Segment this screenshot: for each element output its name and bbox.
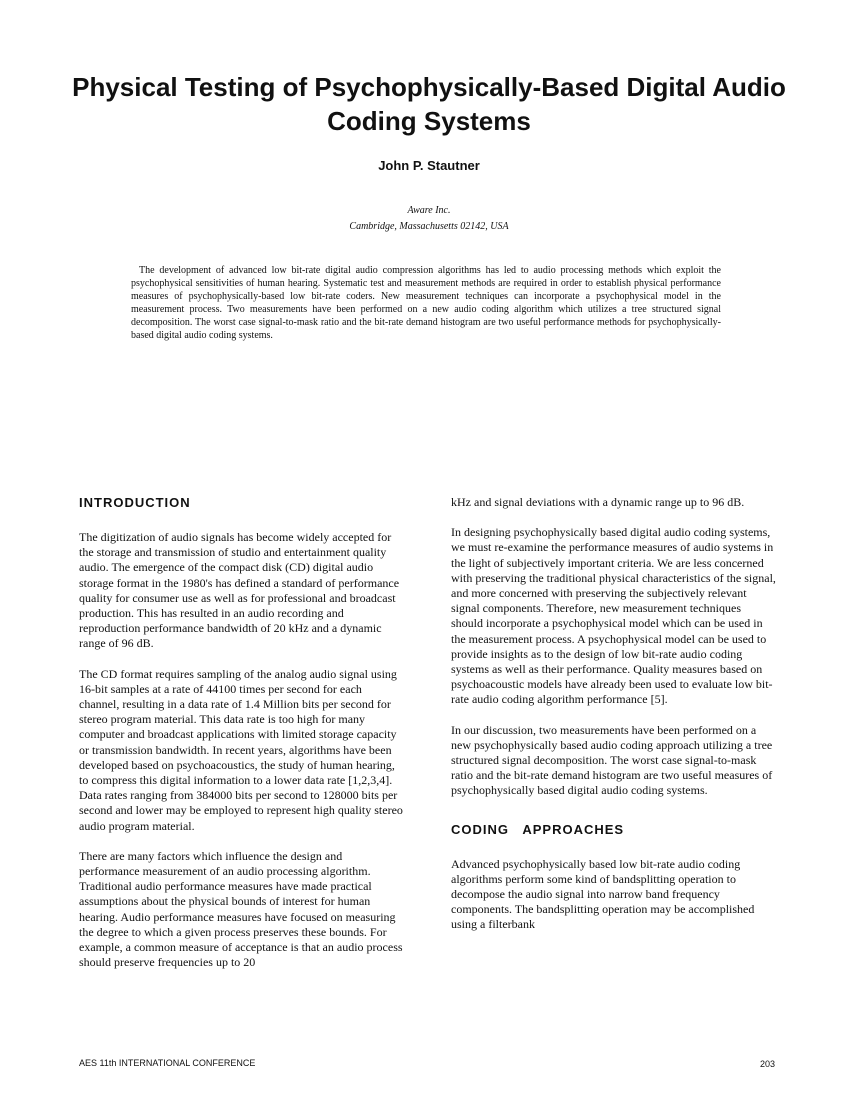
body-paragraph: In our discussion, two measurements have been performed on a new psychophysically based audio coding approach utilizing a tree structured signal decomposition. The worst case signal-to-mask ratio and the bit-rate demand histogram are two useful measures of psychophysically based digital audio coding systems. (451, 722, 773, 798)
footer-conference: AES 11th INTERNATIONAL CONFERENCE (79, 1058, 256, 1068)
author-name: John P. Stautner (378, 158, 480, 173)
paper-title: Physical Testing of Psychophysically-Based Digital Audio Coding Systems (72, 72, 786, 136)
body-paragraph-continuation: kHz and signal deviations with a dynamic range up to 96 dB. (451, 495, 745, 509)
page-number: 203 (760, 1059, 776, 1069)
body-paragraph: Advanced psychophysically based low bit-rate audio coding algorithms perform some kind of bandsplitting operation to decompose the audio signal into narrow band frequency components. The bandsplitting operation may be accomplished using a filterbank (451, 856, 755, 932)
affiliation (0, 203, 858, 235)
body-paragraph: In designing psychophysically based digital audio coding systems, we must re-examine the performance measures of audio systems in the light of subjectively important criteria. We are less concerned with preserving the traditional physical characteristics of the signal, and more concerned with preserving the subjectively relevant signal components. Therefore, new measurement techniques should incorporate a psychophysical model which can be used in the measurement process. A psychophysical model can be used to provide insights as to the design of low bit-rate audio coding systems as well as their performance. Quality measures based on psychoacoustic models have already been used to evaluate low bit-rate audio coding algorithm performance [5]. (451, 525, 776, 707)
body-paragraph: The digitization of audio signals has become widely accepted for the storage and transmission of studio and entertainment quality audio. The emergence of the compact disk (CD) digital audio storage format in the 1980's has defined a standard of performance quality for consumer use as well as for professional and broadcast production. This has resulted in an audio recording and reproduction performance bandwidth of 20 kHz and a dynamic range of 96 dB. (79, 530, 400, 651)
section-heading-coding-approaches: CODING APPROACHES (451, 821, 625, 837)
left-column (79, 495, 404, 985)
affiliation-org: Aware Inc. (407, 205, 451, 216)
affiliation-place: Cambridge, Massachusetts 02142, USA (349, 221, 509, 232)
body-paragraph: There are many factors which influence the design and performance measurement of an audio processing algorithm. Traditional audio performance measures have made practical assumptions about the physical bounds of interest for human hearing. Audio performance measures have focused on measuring the degree to which a given process preserves these bounds. For example, a common measure of acceptance is that an audio process should preserve frequencies up to 20 (79, 848, 403, 970)
abstract: The development of advanced low bit-rate digital audio compression algorithms has led to audio processing methods which exploit the psychophysical sensitivities of human hearing. Systematic test and measurement methods are required in order to establish physical performance measures of psychophysically-based low bit-rate coders. New measurement techniques can incorporate a psychophysical model in the measurement process. Two measurements have been performed on a new audio coding algorithm which utilizes a tree structured signal decomposition. The worst case signal-to-mask ratio and the bit-rate demand histogram are two useful performance methods for psychophysically-based digital audio coding systems. (131, 265, 721, 341)
body-paragraph: The CD format requires sampling of the analog audio signal using 16-bit samples at a rate of 44100 times per second for each channel, resulting in a data rate of 1.4 Million bits per second for stereo program material. This data rate is too high for many computer and broadcast applications with limited storage capacity or transmission bandwidth. In recent years, algorithms have been developed based on psychoacoustics, the study of human hearing, to compress this digital information to a lower data rate [1,2,3,4]. Data rates ranging from 384000 bits per second to 128000 bits per second and lower may be employed to represent high quality stereo audio program material. (79, 666, 403, 833)
section-heading-introduction: INTRODUCTION (79, 495, 191, 510)
right-column (451, 495, 776, 948)
